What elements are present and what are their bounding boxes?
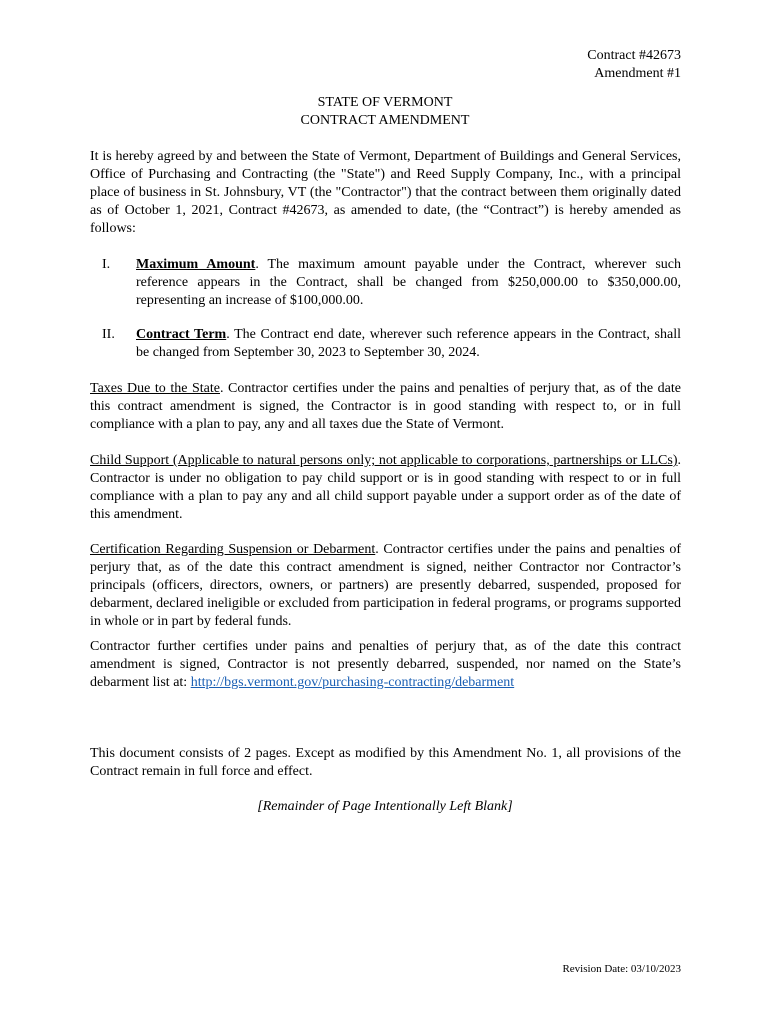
document-title: [0, 94, 770, 130]
item-body: [136, 326, 681, 362]
item-number: I.: [102, 257, 111, 272]
title-line-1: STATE OF VERMONT: [317, 95, 453, 110]
child-support-text: . Contractor is under no obligation to pay child support or is in good standing with respect to or in full compliance with a plan to pay any and all child support payable under a support order as of the date of this amendment.: [90, 453, 681, 522]
certification-heading: Certification Regarding Suspension or Debarment: [90, 542, 376, 557]
taxes-heading: Taxes Due to the State: [90, 381, 220, 396]
item-text: . The maximum amount payable under the Contract, wherever such reference appears in the Contract, shall be changed from $250,000.00 to $350,000.00, representing an increase of $100,000.00.: [136, 257, 682, 308]
contract-number: Contract #42673: [587, 48, 681, 63]
remainder-blank-notice: [Remainder of Page Intentionally Left Blank]: [257, 799, 513, 814]
contract-header: [587, 47, 681, 83]
item-number: II.: [102, 327, 115, 342]
certification-paragraph: [90, 541, 681, 631]
child-support-paragraph: [90, 452, 681, 524]
item-body: [136, 256, 681, 310]
taxes-paragraph: [90, 380, 681, 434]
item-text: . The Contract end date, wherever such reference appears in the Contract, shall be changed from September 30, 2023 to September 30, 2024.: [136, 327, 681, 360]
certification-text: . Contractor certifies under the pains and penalties of perjury that, as of the date this contract amendment is signed, neither Contractor nor Contractor’s principals (officers, directors, owners, or partners) are presently debarred, suspended, proposed for debarment, declared ineligible or excluded from participation in federal programs, or programs supported in whole or in part by federal funds.: [90, 542, 681, 629]
revision-date: Revision Date: 03/10/2023: [562, 963, 681, 975]
title-line-2: CONTRACT AMENDMENT: [300, 113, 470, 128]
child-support-heading: Child Support (Applicable to natural persons only; not applicable to corporations, partnerships or LLCs): [90, 453, 678, 468]
consists-paragraph: This document consists of 2 pages. Except as modified by this Amendment No. 1, all provisions of the Contract remain in full force and effect.: [90, 746, 681, 779]
debarment-link[interactable]: http://bgs.vermont.gov/purchasing-contracting/debarment: [190, 675, 515, 690]
further-certification-paragraph: [90, 638, 681, 692]
amendment-number: Amendment #1: [594, 66, 681, 81]
item-heading: Contract Term: [136, 327, 227, 342]
item-heading: Maximum Amount: [136, 257, 256, 272]
intro-paragraph: It is hereby agreed by and between the State of Vermont, Department of Buildings and General Services, Office of Purchasing and Contracting (the "State") and Reed Supply Company, Inc., with a principal place of business in St. Johnsbury, VT (the "Contractor") that the contract between them originally dated as of October 1, 2021, Contract #42673, as amended to date, (the “Contract”) is hereby amended as follows:: [90, 149, 681, 236]
further-text: Contractor further certifies under pains and penalties of perjury that, as of the date this contract amendment is signed, Contractor is not presently debarred, suspended, nor named on the State’s debarment list at:: [90, 639, 681, 690]
taxes-text: . Contractor certifies under the pains and penalties of perjury that, as of the date this contract amendment is signed, the Contractor is in good standing with respect to, or in full compliance with a plan to pay, any and all taxes due the State of Vermont.: [90, 381, 681, 432]
